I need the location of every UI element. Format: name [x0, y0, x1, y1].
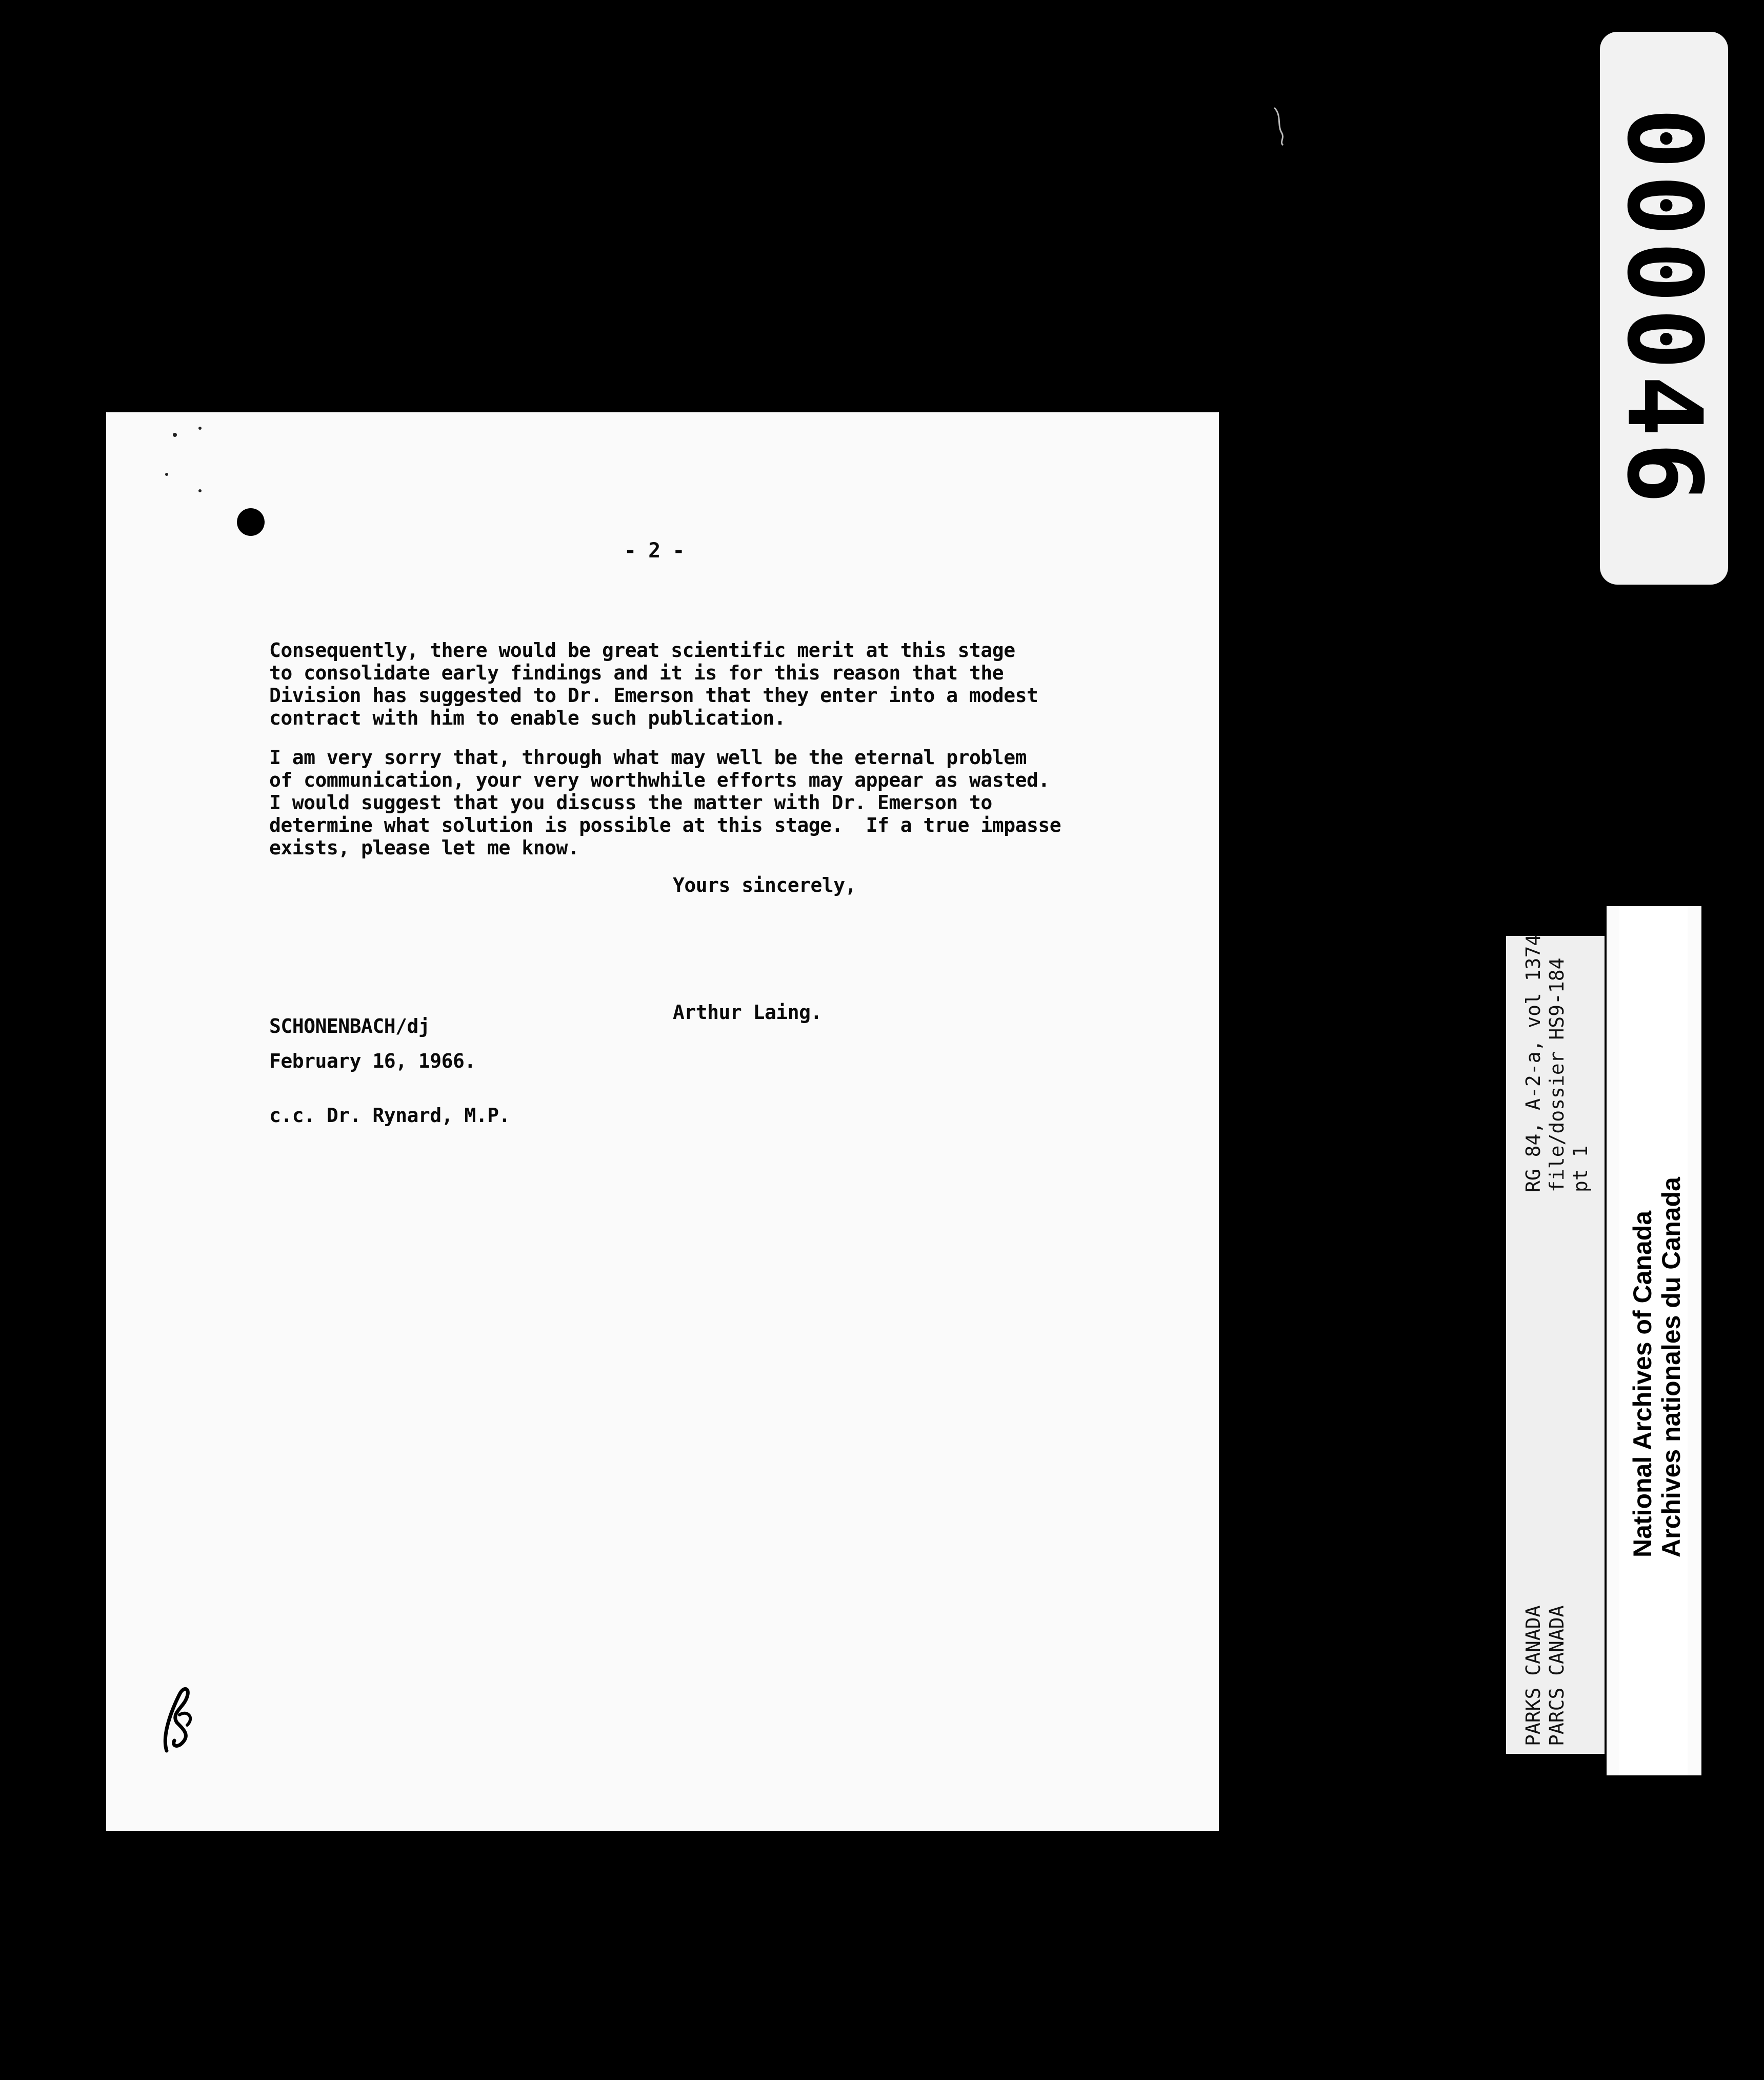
archives-label [1607, 906, 1701, 1775]
letter-date: February 16, 1966. [269, 1050, 476, 1072]
speck [198, 489, 202, 492]
speck [173, 433, 177, 437]
letter-paragraph: Consequently, there would be great scientific merit at this stage to consolidate early findings and it is for this reason that the Division has suggested to Dr. Emerson that they enter into a modest contract with him to enable such publication. [269, 639, 1038, 729]
handwritten-initials [156, 1679, 197, 1756]
archival-reference: RG 84, A-2-a, vol 1374 file/dossier HS9-184 pt 1 [1522, 934, 1592, 1192]
letter-closing: Yours sincerely, [673, 874, 857, 896]
signature-name: Arthur Laing. [673, 1001, 822, 1024]
agency-name: PARKS CANADA PARCS CANADA [1522, 1605, 1568, 1746]
reference-initials: SCHONENBACH/dj [269, 1015, 430, 1037]
film-scratch [1272, 105, 1287, 146]
page-number: - 2 - [624, 539, 685, 563]
speck [165, 473, 168, 476]
archival-reference-label [1506, 936, 1605, 1754]
frame-counter [1600, 32, 1728, 585]
archives-name: National Archives of Canada Archives nationales du Canada [1628, 1177, 1686, 1557]
frame-number: 000046 [1604, 107, 1724, 509]
letter-paragraph: I am very sorry that, through what may well be the eternal problem of communication, your very worthwhile efforts may appear as wasted. I would suggest that you discuss the matter with Dr. Emerson to determine what solution is possible at this stage. If a true impasse exists, please let me know. [269, 746, 1061, 859]
carbon-copy-line: c.c. Dr. Rynard, M.P. [269, 1104, 510, 1127]
letter-page [106, 412, 1219, 1831]
punch-hole [237, 508, 265, 536]
speck [198, 427, 202, 430]
